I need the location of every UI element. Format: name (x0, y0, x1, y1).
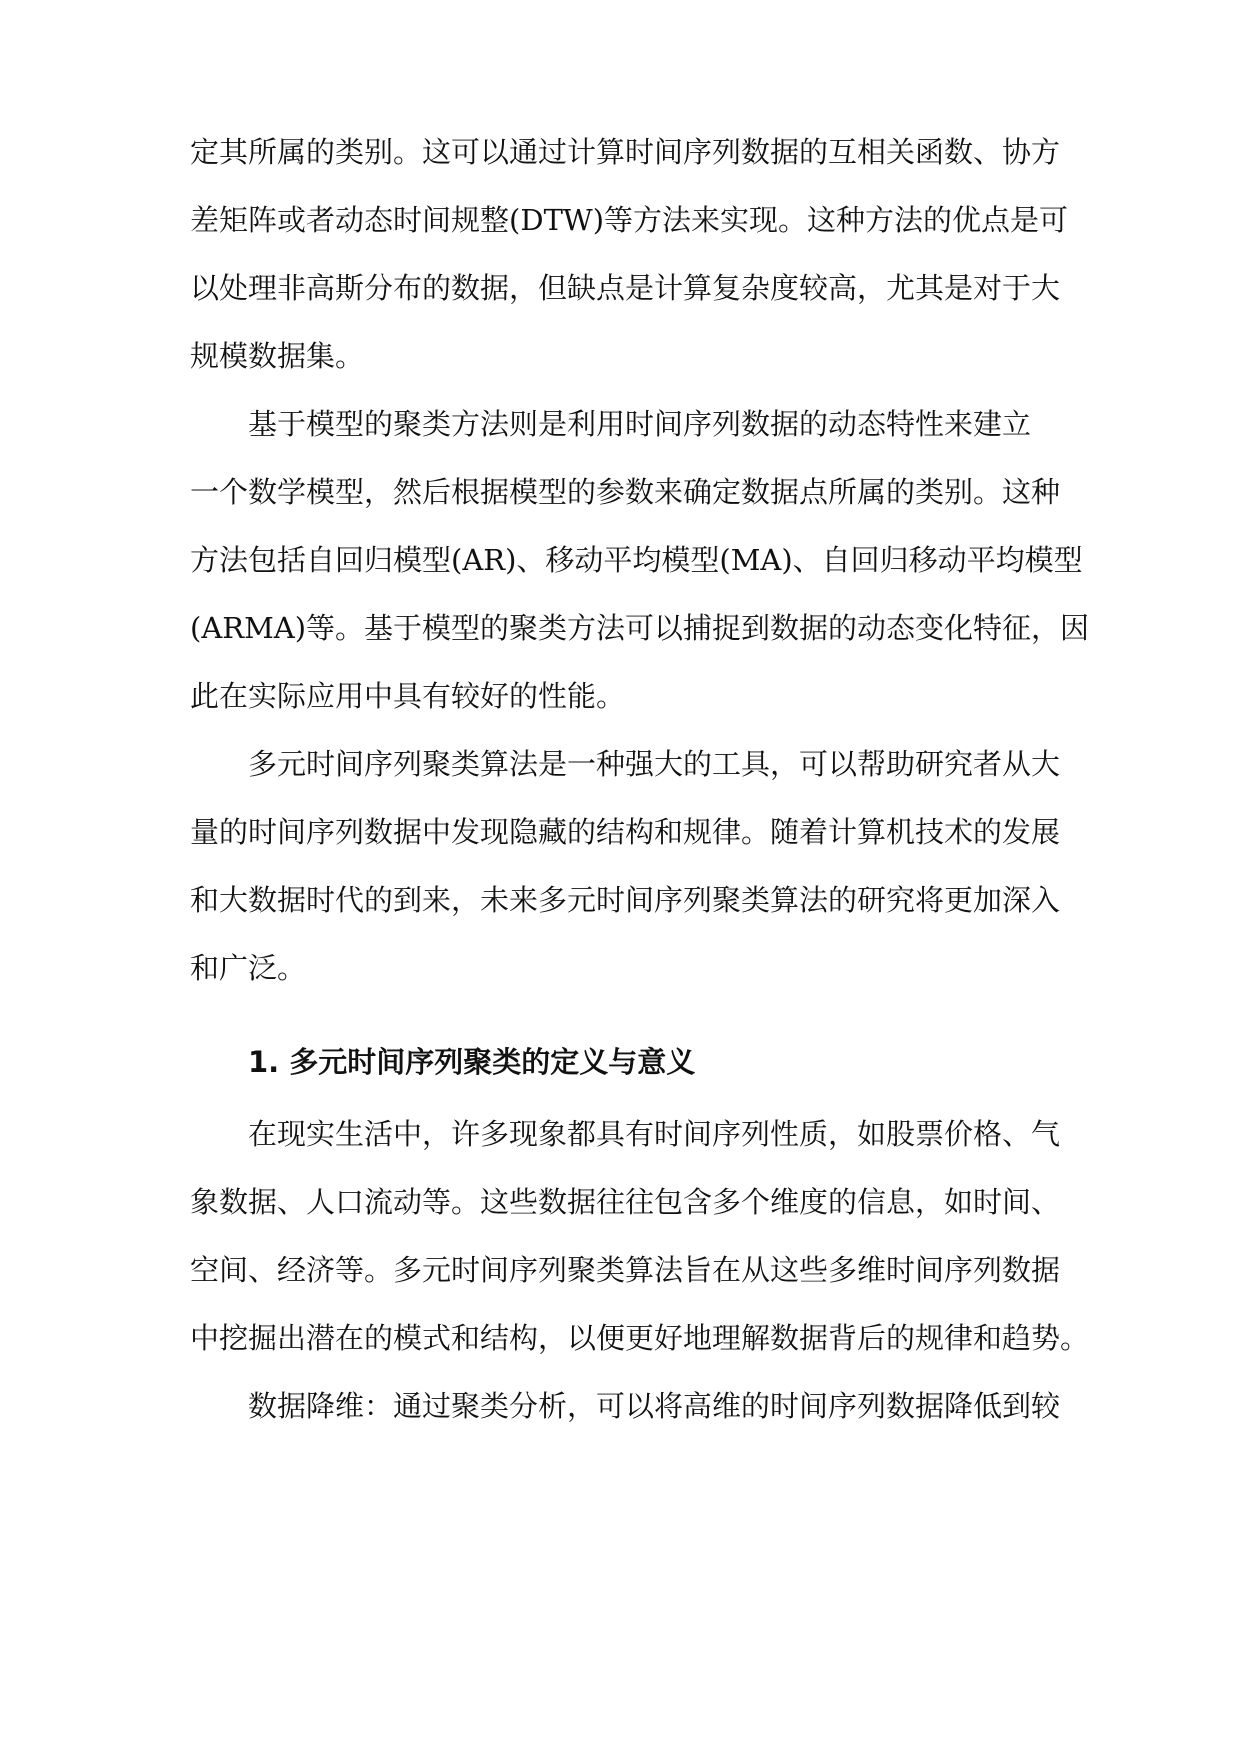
paragraph-1-line-3: 以处理非高斯分布的数据，但缺点是计算复杂度较高，尤其是对于大 (190, 271, 1061, 305)
paragraph-3-line-3: 和大数据时代的到来，未来多元时间序列聚类算法的研究将更加深入 (190, 883, 1061, 917)
paragraph-2-line-4: (ARMA)等。基于模型的聚类方法可以捕捉到数据的动态变化特征，因 (190, 611, 1090, 645)
paragraph-4-line-3: 空间、经济等。多元时间序列聚类算法旨在从这些多维时间序列数据 (190, 1253, 1061, 1287)
paragraph-3-line-4: 和广泛。 (190, 951, 307, 985)
section-heading: 1. 多元时间序列聚类的定义与意义 (248, 1045, 696, 1079)
paragraph-4-line-2: 象数据、人口流动等。这些数据往往包含多个维度的信息，如时间、 (190, 1185, 1061, 1219)
paragraph-4-line-4: 中挖掘出潜在的模式和结构，以便更好地理解数据背后的规律和趋势。 (190, 1321, 1090, 1355)
paragraph-2-line-2: 一个数学模型，然后根据模型的参数来确定数据点所属的类别。这种 (190, 475, 1061, 509)
paragraph-2-line-5: 此在实际应用中具有较好的性能。 (190, 679, 626, 713)
paragraph-1-line-1: 定其所属的类别。这可以通过计算时间序列数据的互相关函数、协方 (190, 135, 1061, 169)
paragraph-1-line-2: 差矩阵或者动态时间规整(DTW)等方法来实现。这种方法的优点是可 (190, 203, 1069, 237)
paragraph-2-line-3: 方法包括自回归模型(AR)、移动平均模型(MA)、自回归移动平均模型 (190, 543, 1083, 577)
paragraph-3-line-2: 量的时间序列数据中发现隐藏的结构和规律。随着计算机技术的发展 (190, 815, 1061, 849)
paragraph-1-line-4: 规模数据集。 (190, 339, 365, 373)
paragraph-3-line-1: 多元时间序列聚类算法是一种强大的工具，可以帮助研究者从大 (248, 747, 1061, 781)
paragraph-5-line-1: 数据降维：通过聚类分析，可以将高维的时间序列数据降低到较 (248, 1389, 1061, 1423)
paragraph-4-line-1: 在现实生活中，许多现象都具有时间序列性质，如股票价格、气 (248, 1117, 1061, 1151)
paragraph-2-line-1: 基于模型的聚类方法则是利用时间序列数据的动态特性来建立 (248, 407, 1032, 441)
